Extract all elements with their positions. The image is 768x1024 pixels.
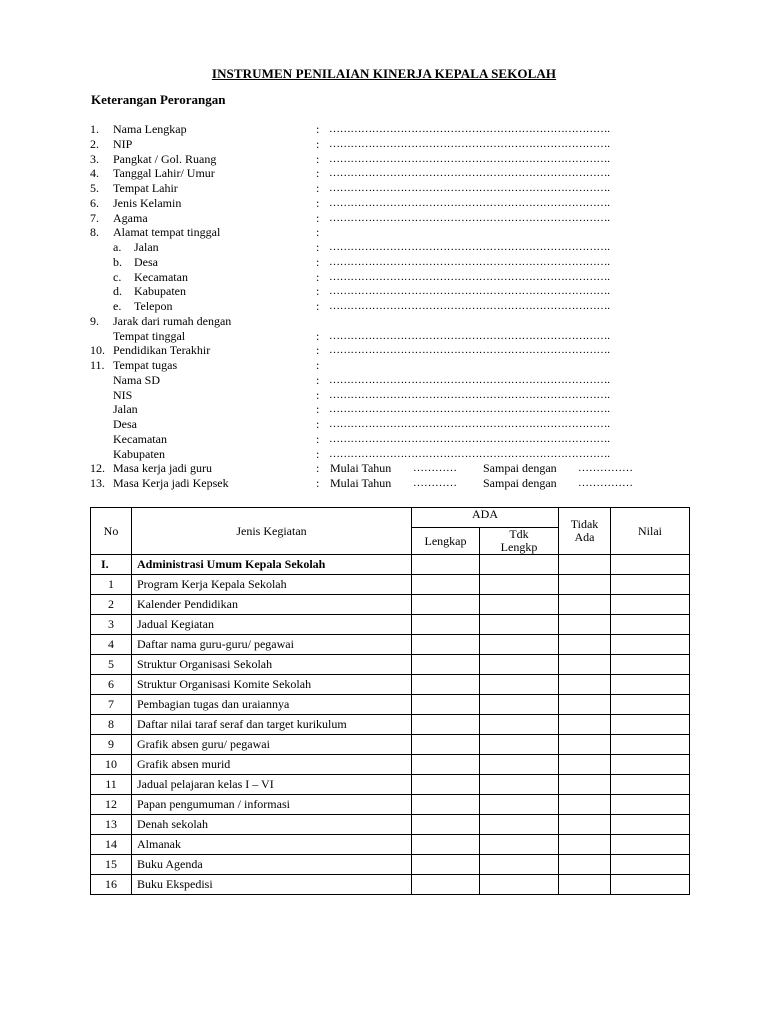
field-label: Jalan bbox=[113, 402, 138, 417]
section-heading: Keterangan Perorangan bbox=[91, 92, 226, 107]
field-row bbox=[0, 432, 768, 447]
row-number: 12 bbox=[91, 795, 132, 815]
field-number: e. bbox=[113, 299, 122, 313]
field-row bbox=[0, 270, 768, 285]
field-row bbox=[0, 181, 768, 196]
cell-lengkap bbox=[412, 735, 480, 755]
cell-lengkap bbox=[412, 815, 480, 835]
table-row bbox=[91, 755, 690, 775]
field-label: Desa bbox=[113, 417, 137, 431]
field-colon: : bbox=[316, 254, 320, 269]
table-row bbox=[91, 655, 690, 675]
field-colon: : bbox=[316, 181, 320, 195]
cell-tidak-ada bbox=[559, 835, 611, 855]
field-row bbox=[0, 329, 768, 344]
field-label: Kecamatan bbox=[134, 269, 188, 284]
cell-nilai bbox=[611, 795, 690, 815]
cell-tidak-ada bbox=[559, 735, 611, 755]
cell-tdk-lengkap bbox=[480, 555, 559, 575]
cell-tdk-lengkap bbox=[480, 675, 559, 695]
row-activity: Papan pengumuman / informasi bbox=[132, 795, 412, 815]
field-fill-line: ……………………………………………………………………. bbox=[329, 300, 610, 312]
field-colon: : bbox=[316, 328, 320, 343]
row-number: 5 bbox=[91, 655, 132, 675]
cell-lengkap bbox=[412, 615, 480, 635]
cell-nilai bbox=[611, 855, 690, 875]
cell-tdk-lengkap bbox=[480, 575, 559, 595]
mulai-fill-line: ………… bbox=[413, 477, 457, 489]
field-row bbox=[0, 166, 768, 181]
row-activity: Grafik absen murid bbox=[132, 755, 412, 775]
field-number: b. bbox=[113, 254, 122, 269]
row-activity: Denah sekolah bbox=[132, 815, 412, 835]
field-colon: : bbox=[316, 136, 320, 151]
cell-nilai bbox=[611, 695, 690, 715]
field-row bbox=[0, 240, 768, 255]
row-activity: Daftar nilai taraf seraf dan target kurikulum bbox=[132, 715, 412, 735]
row-activity: Almanak bbox=[132, 835, 412, 855]
field-number: 1. bbox=[90, 122, 99, 136]
field-number: 7. bbox=[90, 210, 99, 225]
field-number: 12. bbox=[90, 461, 105, 476]
field-label: Jalan bbox=[134, 240, 159, 254]
field-number: 8. bbox=[90, 225, 99, 240]
field-row bbox=[0, 284, 768, 299]
cell-lengkap bbox=[412, 655, 480, 675]
cell-tdk-lengkap bbox=[480, 775, 559, 795]
row-number: 6 bbox=[91, 675, 132, 695]
field-fill-line: ……………………………………………………………………. bbox=[329, 388, 610, 401]
field-label: Pendidikan Terakhir bbox=[113, 343, 211, 358]
cell-nilai bbox=[611, 835, 690, 855]
field-label: Pangkat / Gol. Ruang bbox=[113, 151, 217, 166]
field-label: NIP bbox=[113, 136, 133, 151]
field-fill-line: ……………………………………………………………………. bbox=[329, 344, 610, 357]
cell-tdk-lengkap bbox=[480, 635, 559, 655]
field-colon: : bbox=[316, 387, 320, 402]
cell-lengkap bbox=[412, 595, 480, 615]
cell-nilai bbox=[611, 715, 690, 735]
row-number: 2 bbox=[91, 595, 132, 615]
table-row bbox=[91, 855, 690, 875]
field-row bbox=[0, 152, 768, 167]
field-colon: : bbox=[316, 151, 320, 166]
cell-lengkap bbox=[412, 875, 480, 895]
field-fill-line: ……………………………………………………………………. bbox=[329, 432, 610, 445]
field-number: d. bbox=[113, 284, 122, 299]
field-label: Tempat tinggal bbox=[113, 328, 186, 343]
field-number: c. bbox=[113, 269, 122, 284]
field-label: Masa kerja jadi guru bbox=[113, 461, 212, 476]
field-number: 3. bbox=[90, 151, 99, 166]
field-row bbox=[0, 225, 768, 240]
field-label: Tempat Lahir bbox=[113, 181, 178, 195]
header-tidak-ada: Tidak Ada bbox=[559, 508, 611, 555]
row-number: 8 bbox=[91, 715, 132, 735]
field-label: Telepon bbox=[134, 299, 173, 313]
table-row bbox=[91, 795, 690, 815]
field-number: 6. bbox=[90, 195, 99, 210]
cell-tdk-lengkap bbox=[480, 735, 559, 755]
field-number: 2. bbox=[90, 136, 99, 151]
field-label: NIS bbox=[113, 387, 133, 402]
field-number: 9. bbox=[90, 313, 99, 328]
field-row bbox=[0, 314, 768, 329]
field-fill-line: ……………………………………………………………………. bbox=[329, 447, 610, 460]
field-row bbox=[0, 137, 768, 152]
field-fill-line: ……………………………………………………………………. bbox=[329, 329, 610, 342]
cell-nilai bbox=[611, 755, 690, 775]
field-row bbox=[0, 388, 768, 403]
cell-tidak-ada bbox=[559, 575, 611, 595]
field-row bbox=[0, 417, 768, 432]
row-activity: Kalender Pendidikan bbox=[132, 595, 412, 615]
row-number: 1 bbox=[91, 575, 132, 595]
field-colon: : bbox=[316, 240, 320, 254]
field-colon: : bbox=[316, 417, 320, 431]
header-ada: ADA bbox=[412, 508, 559, 528]
field-label: Jarak dari rumah dengan bbox=[113, 313, 232, 328]
field-colon: : bbox=[316, 299, 320, 313]
cell-tidak-ada bbox=[559, 775, 611, 795]
field-fill-line: ……………………………………………………………………. bbox=[329, 241, 610, 253]
table-row bbox=[91, 695, 690, 715]
header-jenis-kegiatan: Jenis Kegiatan bbox=[132, 508, 412, 555]
field-fill-line: ……………………………………………………………………. bbox=[329, 285, 610, 298]
assessment-table bbox=[90, 507, 690, 895]
table-row bbox=[91, 815, 690, 835]
cell-lengkap bbox=[412, 695, 480, 715]
field-fill-line: ……………………………………………………………………. bbox=[329, 196, 610, 209]
cell-tidak-ada bbox=[559, 615, 611, 635]
cell-nilai bbox=[611, 815, 690, 835]
table-row bbox=[91, 835, 690, 855]
masa-kerja-row bbox=[0, 461, 768, 476]
field-row bbox=[0, 447, 768, 462]
section-label: Administrasi Umum Kepala Sekolah bbox=[132, 555, 412, 575]
field-number: 4. bbox=[90, 166, 99, 181]
field-row bbox=[0, 196, 768, 211]
header-tdk-lengkap: Tdk Lengkp bbox=[480, 528, 559, 555]
cell-tidak-ada bbox=[559, 715, 611, 735]
cell-tdk-lengkap bbox=[480, 855, 559, 875]
cell-lengkap bbox=[412, 835, 480, 855]
field-label: Agama bbox=[113, 210, 148, 225]
field-fill-line: ……………………………………………………………………. bbox=[329, 418, 610, 430]
row-number: 13 bbox=[91, 815, 132, 835]
header-lengkap: Lengkap bbox=[412, 528, 480, 555]
field-fill-line: ……………………………………………………………………. bbox=[329, 270, 610, 283]
field-label: Alamat tempat tinggal bbox=[113, 225, 221, 240]
sampai-dengan-label: Sampai dengan bbox=[483, 476, 557, 490]
cell-tidak-ada bbox=[559, 795, 611, 815]
field-row bbox=[0, 255, 768, 270]
field-colon: : bbox=[316, 269, 320, 284]
field-colon: : bbox=[316, 225, 320, 240]
row-activity: Grafik absen guru/ pegawai bbox=[132, 735, 412, 755]
cell-tidak-ada bbox=[559, 755, 611, 775]
row-activity: Program Kerja Kepala Sekolah bbox=[132, 575, 412, 595]
header-no: No bbox=[91, 508, 132, 555]
field-row bbox=[0, 211, 768, 226]
field-label: Nama SD bbox=[113, 372, 160, 387]
table-row bbox=[91, 675, 690, 695]
table-row bbox=[91, 735, 690, 755]
table-row bbox=[91, 875, 690, 895]
field-label: Kabupaten bbox=[134, 284, 186, 299]
field-colon: : bbox=[316, 195, 320, 210]
cell-tdk-lengkap bbox=[480, 655, 559, 675]
row-activity: Buku Ekspedisi bbox=[132, 875, 412, 895]
row-activity: Buku Agenda bbox=[132, 855, 412, 875]
field-number: 10. bbox=[90, 343, 105, 358]
row-number: 15 bbox=[91, 855, 132, 875]
cell-tidak-ada bbox=[559, 595, 611, 615]
field-colon: : bbox=[316, 210, 320, 225]
cell-tidak-ada bbox=[559, 555, 611, 575]
field-colon: : bbox=[316, 431, 320, 446]
cell-tidak-ada bbox=[559, 815, 611, 835]
row-number: 10 bbox=[91, 755, 132, 775]
field-label: Kabupaten bbox=[113, 446, 165, 461]
cell-tidak-ada bbox=[559, 635, 611, 655]
field-fill-line: ……………………………………………………………………. bbox=[329, 167, 610, 180]
row-number: 9 bbox=[91, 735, 132, 755]
mulai-tahun-label: Mulai Tahun bbox=[330, 461, 392, 476]
row-number: 14 bbox=[91, 835, 132, 855]
field-fill-line: ……………………………………………………………………. bbox=[329, 123, 610, 135]
cell-lengkap bbox=[412, 635, 480, 655]
row-activity: Pembagian tugas dan uraiannya bbox=[132, 695, 412, 715]
cell-tdk-lengkap bbox=[480, 615, 559, 635]
field-fill-line: ……………………………………………………………………. bbox=[329, 152, 610, 165]
cell-tdk-lengkap bbox=[480, 715, 559, 735]
cell-lengkap bbox=[412, 775, 480, 795]
field-colon: : bbox=[316, 476, 320, 490]
field-fill-line: ……………………………………………………………………. bbox=[329, 373, 610, 386]
cell-tidak-ada bbox=[559, 655, 611, 675]
cell-lengkap bbox=[412, 715, 480, 735]
field-colon: : bbox=[316, 402, 320, 417]
cell-lengkap bbox=[412, 755, 480, 775]
field-row bbox=[0, 373, 768, 388]
field-colon: : bbox=[316, 166, 320, 181]
header-nilai: Nilai bbox=[611, 508, 690, 555]
field-label: Jenis Kelamin bbox=[113, 195, 182, 210]
row-activity: Jadual Kegiatan bbox=[132, 615, 412, 635]
field-fill-line: ……………………………………………………………………. bbox=[329, 211, 610, 224]
field-row bbox=[0, 122, 768, 137]
table-row bbox=[91, 775, 690, 795]
cell-tdk-lengkap bbox=[480, 595, 559, 615]
row-activity: Struktur Organisasi Sekolah bbox=[132, 655, 412, 675]
table-row bbox=[91, 575, 690, 595]
field-colon: : bbox=[316, 284, 320, 299]
field-row bbox=[0, 402, 768, 417]
cell-nilai bbox=[611, 735, 690, 755]
field-number: 5. bbox=[90, 181, 99, 195]
row-number: 7 bbox=[91, 695, 132, 715]
field-colon: : bbox=[316, 372, 320, 387]
cell-tidak-ada bbox=[559, 875, 611, 895]
cell-nilai bbox=[611, 575, 690, 595]
field-row bbox=[0, 358, 768, 373]
cell-lengkap bbox=[412, 675, 480, 695]
field-label: Nama Lengkap bbox=[113, 122, 187, 136]
personal-info-fields bbox=[0, 122, 768, 491]
field-number: 13. bbox=[90, 476, 105, 490]
field-row bbox=[0, 299, 768, 314]
cell-tdk-lengkap bbox=[480, 835, 559, 855]
field-fill-line: ……………………………………………………………………. bbox=[329, 403, 610, 416]
cell-nilai bbox=[611, 775, 690, 795]
cell-nilai bbox=[611, 615, 690, 635]
section-number: I. bbox=[91, 555, 132, 575]
field-colon: : bbox=[316, 446, 320, 461]
field-label: Masa Kerja jadi Kepsek bbox=[113, 476, 229, 490]
field-colon: : bbox=[316, 461, 320, 476]
cell-lengkap bbox=[412, 555, 480, 575]
field-fill-line: ……………………………………………………………………. bbox=[329, 255, 610, 268]
cell-nilai bbox=[611, 635, 690, 655]
cell-lengkap bbox=[412, 855, 480, 875]
row-number: 3 bbox=[91, 615, 132, 635]
field-label: Desa bbox=[134, 254, 158, 269]
row-number: 16 bbox=[91, 875, 132, 895]
field-colon: : bbox=[316, 343, 320, 358]
cell-tidak-ada bbox=[559, 675, 611, 695]
row-activity: Daftar nama guru-guru/ pegawai bbox=[132, 635, 412, 655]
sampai-dengan-label: Sampai dengan bbox=[483, 461, 557, 476]
cell-tdk-lengkap bbox=[480, 695, 559, 715]
cell-lengkap bbox=[412, 575, 480, 595]
cell-nilai bbox=[611, 555, 690, 575]
field-number: 11. bbox=[90, 358, 105, 372]
cell-tidak-ada bbox=[559, 855, 611, 875]
table-row bbox=[91, 615, 690, 635]
field-colon: : bbox=[316, 122, 320, 136]
cell-tdk-lengkap bbox=[480, 875, 559, 895]
field-row bbox=[0, 343, 768, 358]
cell-tidak-ada bbox=[559, 695, 611, 715]
field-label: Tanggal Lahir/ Umur bbox=[113, 166, 215, 181]
cell-tdk-lengkap bbox=[480, 795, 559, 815]
field-number: a. bbox=[113, 240, 122, 254]
row-number: 4 bbox=[91, 635, 132, 655]
sampai-fill-line: …………… bbox=[578, 477, 633, 489]
table-section-row bbox=[91, 555, 690, 575]
row-number: 11 bbox=[91, 775, 132, 795]
cell-nilai bbox=[611, 655, 690, 675]
cell-tdk-lengkap bbox=[480, 755, 559, 775]
masa-kerja-row bbox=[0, 476, 768, 491]
row-activity: Jadual pelajaran kelas I – VI bbox=[132, 775, 412, 795]
mulai-tahun-label: Mulai Tahun bbox=[330, 476, 392, 490]
table-row bbox=[91, 715, 690, 735]
cell-nilai bbox=[611, 675, 690, 695]
sampai-fill-line: …………… bbox=[578, 462, 633, 475]
table-row bbox=[91, 595, 690, 615]
field-label: Tempat tugas bbox=[113, 358, 178, 372]
page-title: INSTRUMEN PENILAIAN KINERJA KEPALA SEKOLAH bbox=[211, 66, 557, 81]
cell-nilai bbox=[611, 595, 690, 615]
row-activity: Struktur Organisasi Komite Sekolah bbox=[132, 675, 412, 695]
field-label: Kecamatan bbox=[113, 431, 167, 446]
mulai-fill-line: ………… bbox=[413, 462, 457, 475]
cell-lengkap bbox=[412, 795, 480, 815]
cell-nilai bbox=[611, 875, 690, 895]
field-fill-line: ……………………………………………………………………. bbox=[329, 137, 610, 150]
cell-tdk-lengkap bbox=[480, 815, 559, 835]
field-fill-line: ……………………………………………………………………. bbox=[329, 182, 610, 194]
table-row bbox=[91, 635, 690, 655]
field-colon: : bbox=[316, 358, 320, 372]
